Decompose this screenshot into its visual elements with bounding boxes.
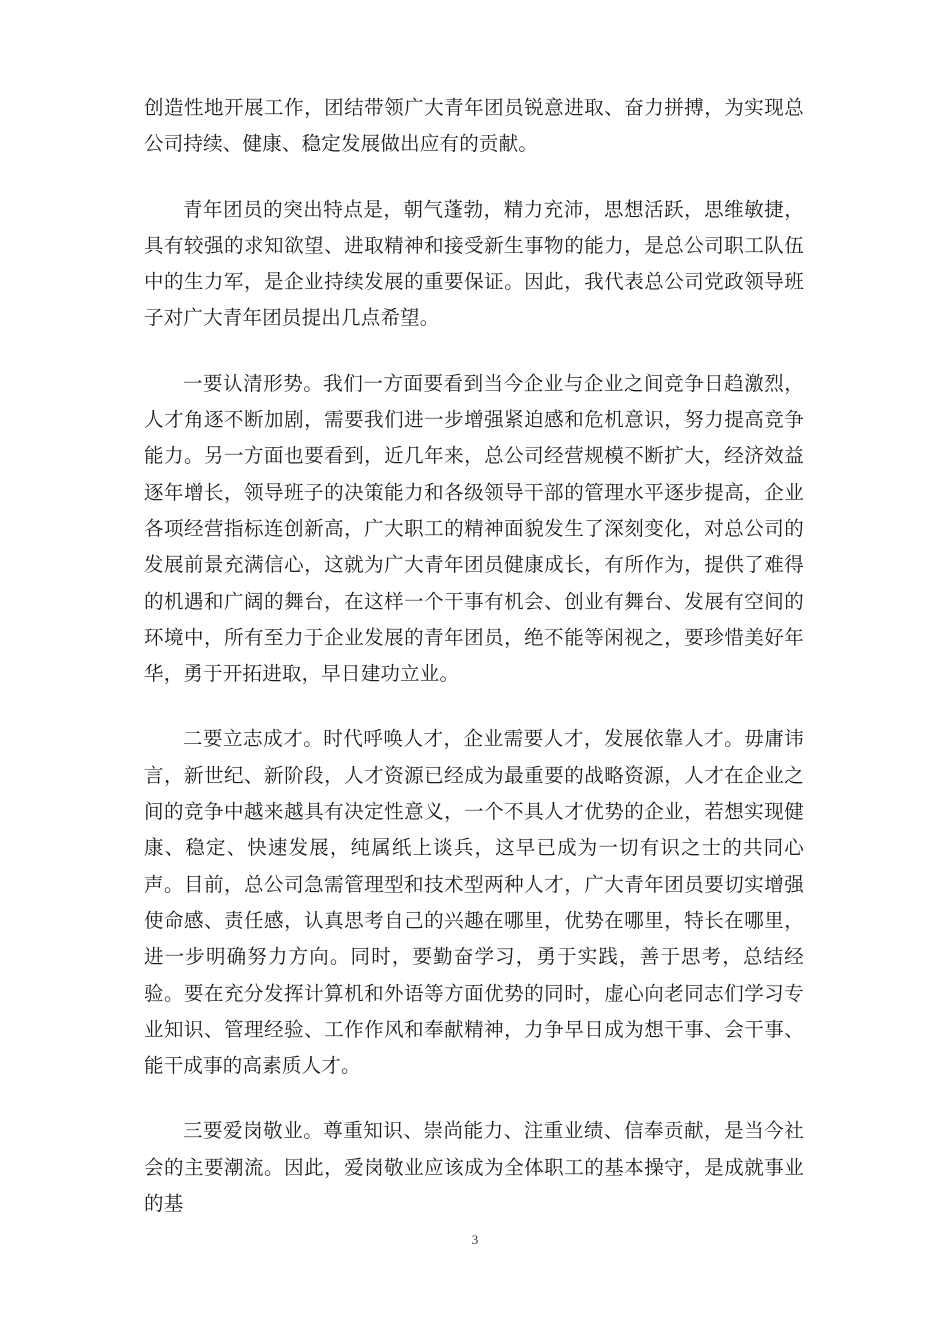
page-number: 3	[471, 1232, 479, 1247]
paragraph-3: 一要认清形势。我们一方面要看到当今企业与企业之间竞争日趋激烈，人才角逐不断加剧，需要我们进一步增强紧迫感和危机意识，努力提高竞争能力。另一方面也要看到，近几年来，总公司经营规模不断扩大，经济效益逐年增长，领导班子的决策能力和各级领导干部的管理水平逐步提高，企业各项经营指标连创新高，广大职工的精神面貌发生了深刻变化，对总公司的发展前景充满信心，这就为广大青年团员健康成长，有所作为，提供了难得的机遇和广阔的舞台，在这样一个干事有机会、创业有舞台、发展有空间的环境中，所有至力于企业发展的青年团员，绝不能等闲视之，要珍惜美好年华，勇于开拓进取，早日建功立业。	[144, 371, 804, 686]
document-body	[144, 90, 804, 1251]
paragraph-4: 二要立志成才。时代呼唤人才，企业需要人才，发展依靠人才。毋庸讳言，新世纪、新阶段，人才资源已经成为最重要的战略资源，人才在企业之间的竞争中越来越具有决定性意义，一个不具人才优势的企业，若想实现健康、稳定、快速发展，纯属纸上谈兵，这早已成为一切有识之士的共同心声。目前，总公司急需管理型和技术型两种人才，广大青年团员要切实增强使命感、责任感，认真思考自己的兴趣在哪里，优势在哪里，特长在哪里，进一步明确努力方向。同时，要勤奋学习，勇于实践，善于思考，总结经验。要在充分发挥计算机和外语等方面优势的同时，虚心向老同志们学习专业知识、管理经验、工作作风和奉献精神，力争早日成为想干事、会干事、能干成事的高素质人才。	[144, 727, 804, 1078]
paragraph-5: 三要爱岗敬业。尊重知识、崇尚能力、注重业绩、信奉贡献，是当今社会的主要潮流。因此，爱岗敬业应该成为全体职工的基本操守，是成就事业的基	[144, 1119, 804, 1216]
paragraph-2: 青年团员的突出特点是，朝气蓬勃，精力充沛，思想活跃，思维敏捷，具有较强的求知欲望、进取精神和接受新生事物的能力，是总公司职工队伍中的生力军，是企业持续发展的重要保证。因此，我代表总公司党政领导班子对广大青年团员提出几点希望。	[144, 197, 804, 330]
paragraph-1: 创造性地开展工作，团结带领广大青年团员锐意进取、奋力拼搏，为实现总公司持续、健康、稳定发展做出应有的贡献。	[144, 96, 804, 156]
